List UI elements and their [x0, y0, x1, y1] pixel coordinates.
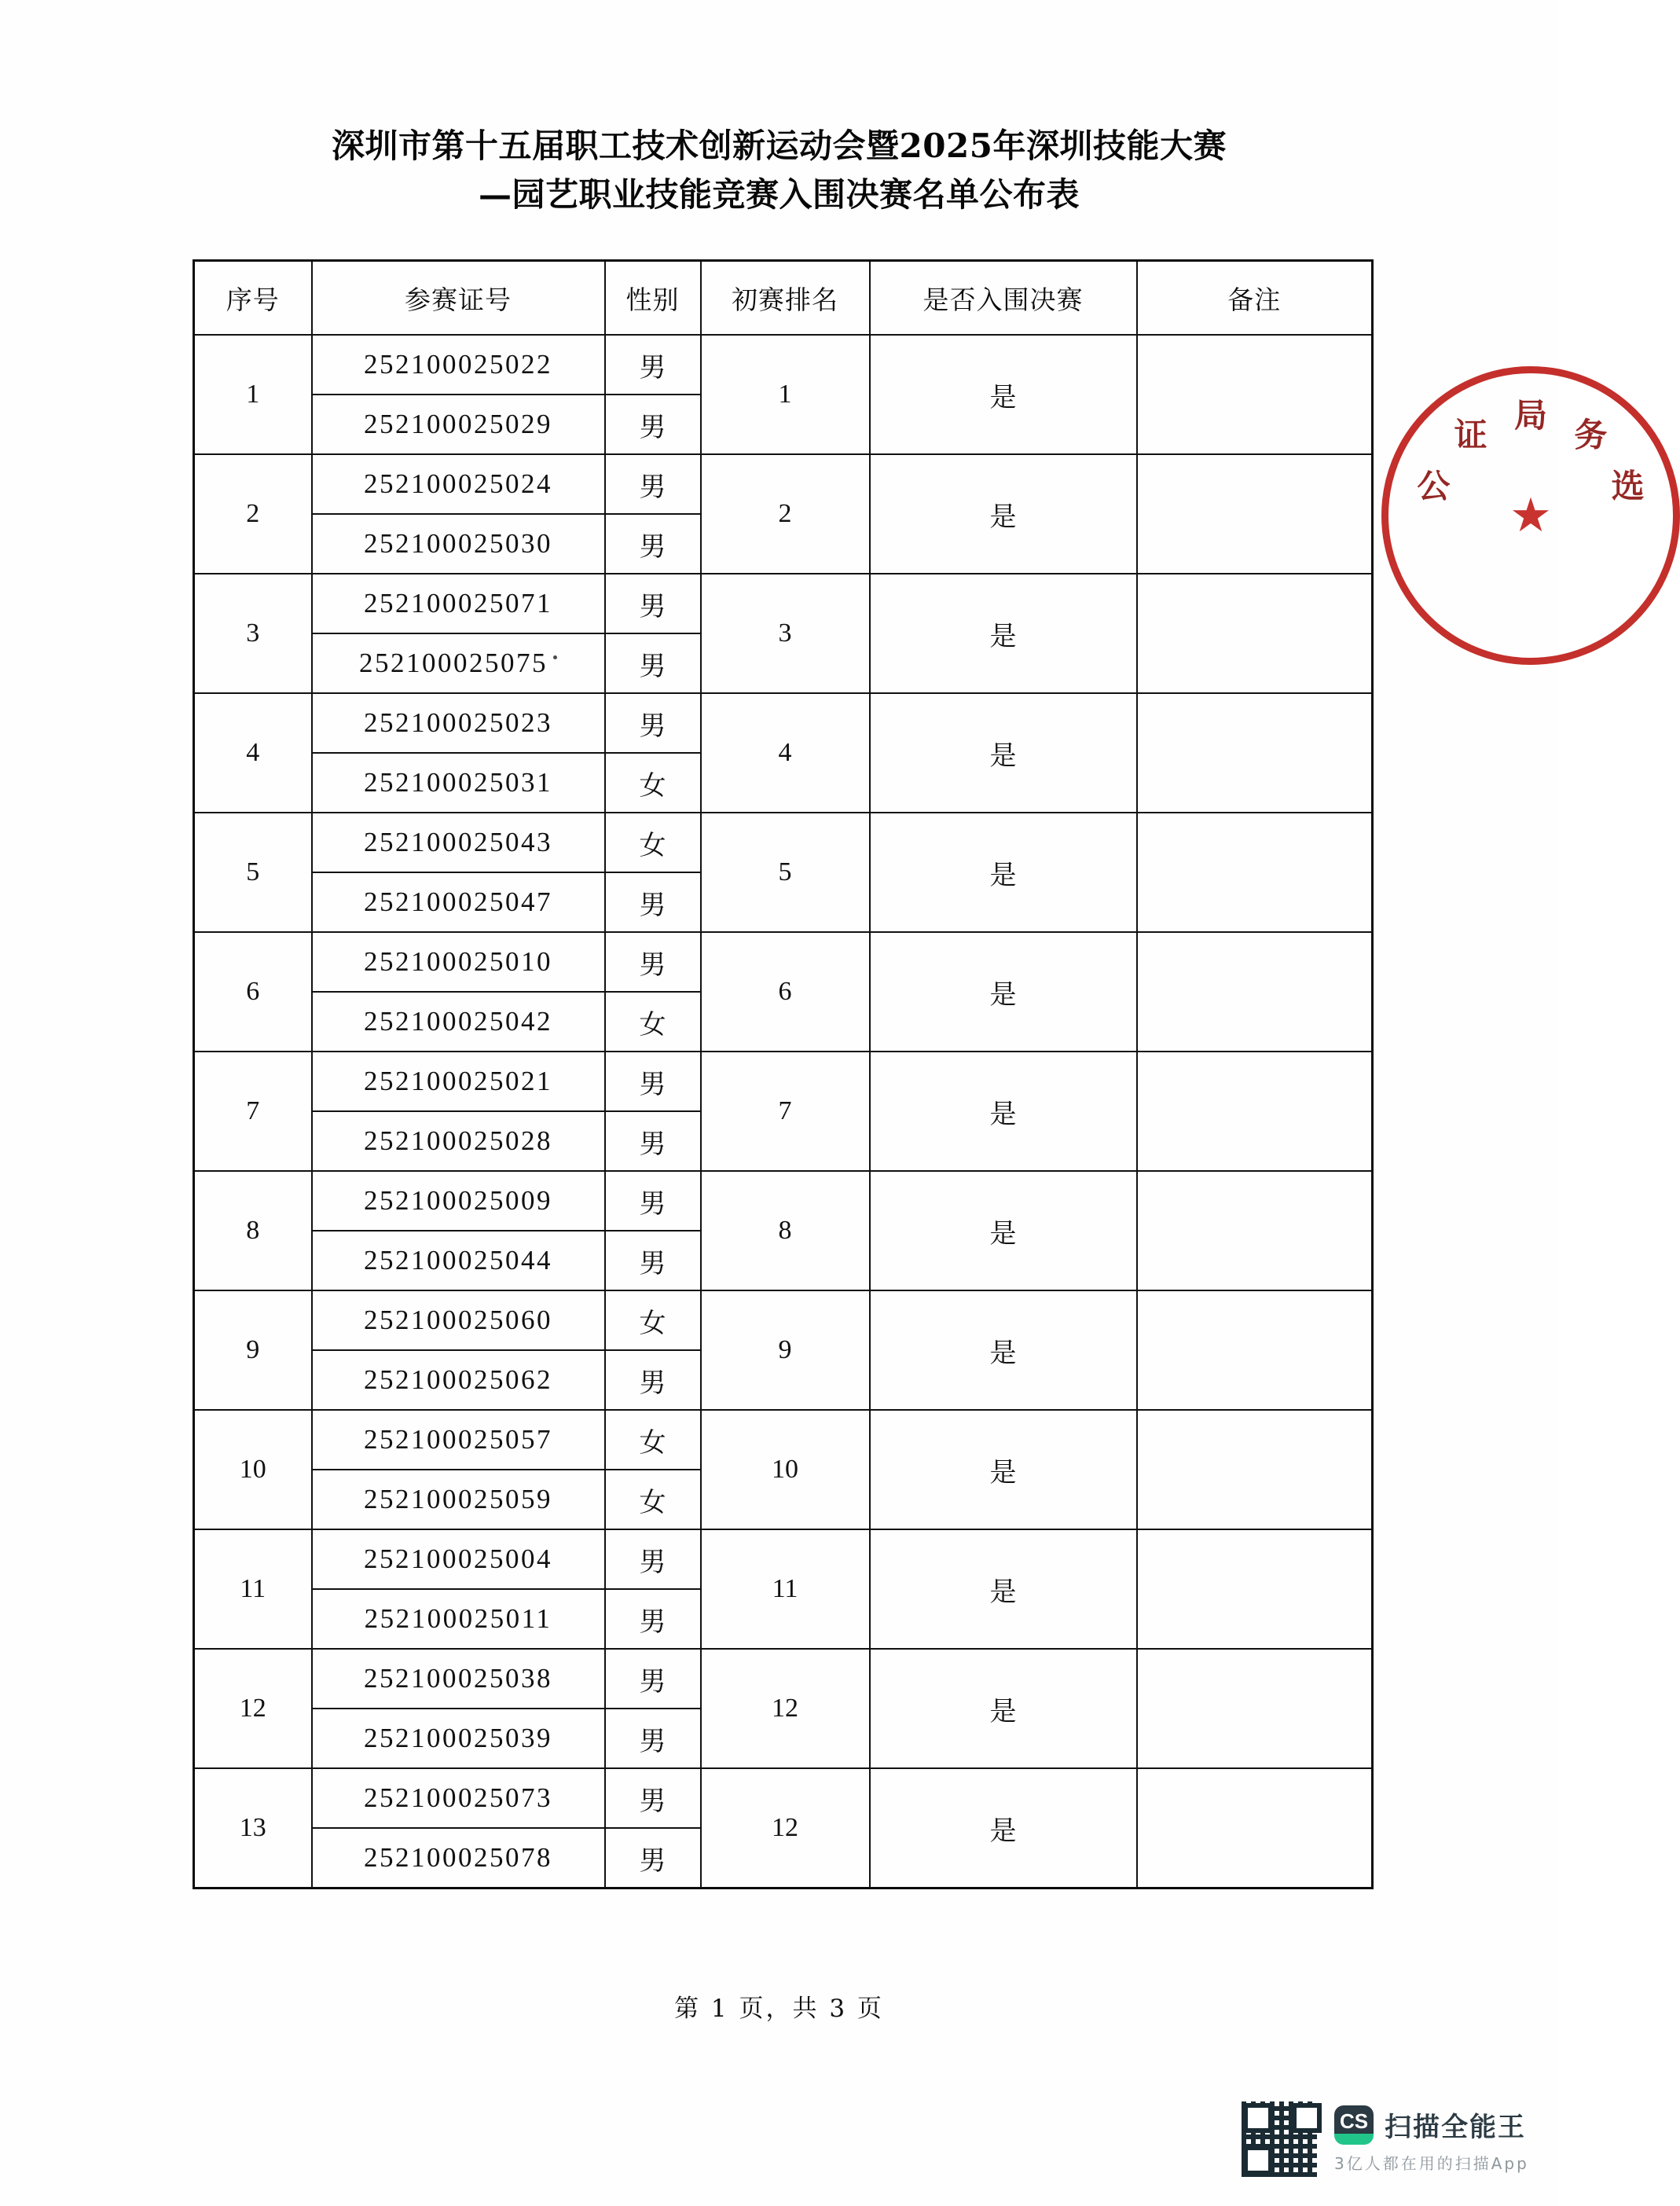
camscanner-tagline: 3亿人都在用的扫描App	[1334, 2153, 1529, 2173]
cell-rank: 10	[701, 1410, 870, 1529]
cell-seq: 6	[194, 932, 312, 1052]
cell-sex: 男	[605, 1231, 701, 1290]
table-row	[194, 813, 1373, 872]
cell-sex: 男	[605, 1768, 701, 1828]
cell-cert: 252100025009	[312, 1171, 605, 1231]
header-sex: 性别	[605, 261, 701, 336]
cell-seq: 13	[194, 1768, 312, 1888]
cell-cert: 252100025043	[312, 813, 605, 872]
cell-cert: 252100025075	[312, 633, 605, 693]
cell-remark	[1137, 813, 1373, 932]
cell-remark	[1137, 1290, 1373, 1410]
cell-remark	[1137, 1529, 1373, 1649]
cell-seq: 9	[194, 1290, 312, 1410]
page-footer: 第 1 页，共 3 页	[674, 1995, 884, 2023]
cell-cert: 252100025031	[312, 753, 605, 813]
header-final: 是否入围决赛	[870, 261, 1137, 336]
cell-rank: 2	[701, 454, 870, 574]
camscanner-text-block	[1334, 2105, 1529, 2174]
cell-sex: 男	[605, 1111, 701, 1171]
cell-cert: 252100025071	[312, 574, 605, 633]
cell-remark	[1137, 1768, 1373, 1888]
cell-seq: 12	[194, 1649, 312, 1768]
cell-cert: 252100025023	[312, 693, 605, 753]
table-row	[194, 574, 1373, 633]
roster-table-container	[193, 259, 1371, 1889]
cell-cert: 252100025021	[312, 1052, 605, 1111]
cell-final: 是	[870, 932, 1137, 1052]
cell-sex: 女	[605, 1470, 701, 1529]
table-row	[194, 1171, 1373, 1231]
cell-rank: 9	[701, 1290, 870, 1410]
table-row	[194, 335, 1373, 395]
cell-seq: 1	[194, 335, 312, 454]
table-row	[194, 1290, 1373, 1350]
table-row	[194, 1649, 1373, 1709]
cell-sex: 男	[605, 335, 701, 395]
table-row	[194, 1052, 1373, 1111]
cell-final: 是	[870, 1171, 1137, 1290]
cell-sex: 男	[605, 1529, 701, 1589]
cell-sex: 男	[605, 1649, 701, 1709]
cell-remark	[1137, 454, 1373, 574]
cell-rank: 1	[701, 335, 870, 454]
cell-cert: 252100025028	[312, 1111, 605, 1171]
header-remark: 备注	[1137, 261, 1373, 336]
cell-sex: 男	[605, 574, 701, 633]
cell-sex: 男	[605, 1709, 701, 1768]
cell-final: 是	[870, 335, 1137, 454]
cell-remark	[1137, 335, 1373, 454]
cell-sex: 女	[605, 1410, 701, 1470]
cell-cert: 252100025039	[312, 1709, 605, 1768]
cell-remark	[1137, 1410, 1373, 1529]
cell-final: 是	[870, 454, 1137, 574]
cell-cert: 252100025022	[312, 335, 605, 395]
cell-cert: 252100025010	[312, 932, 605, 992]
cell-remark	[1137, 1649, 1373, 1768]
cell-sex: 男	[605, 633, 701, 693]
cell-remark	[1137, 693, 1373, 813]
cell-cert: 252100025047	[312, 872, 605, 932]
header-cert: 参赛证号	[312, 261, 605, 336]
cell-seq: 5	[194, 813, 312, 932]
cell-final: 是	[870, 1529, 1137, 1649]
camscanner-brand-row	[1334, 2105, 1529, 2145]
cell-rank: 6	[701, 932, 870, 1052]
camscanner-watermark	[1240, 2100, 1529, 2178]
cell-remark	[1137, 1171, 1373, 1290]
table-row	[194, 1410, 1373, 1470]
cell-final: 是	[870, 574, 1137, 693]
cell-rank: 8	[701, 1171, 870, 1290]
cell-cert: 252100025038	[312, 1649, 605, 1709]
cell-sex: 女	[605, 992, 701, 1052]
cell-seq: 7	[194, 1052, 312, 1171]
cell-cert: 252100025044	[312, 1231, 605, 1290]
header-rank: 初赛排名	[701, 261, 870, 336]
cell-sex: 男	[605, 1350, 701, 1410]
camscanner-logo-icon: CS	[1334, 2105, 1374, 2145]
cell-sex: 女	[605, 753, 701, 813]
cell-final: 是	[870, 1649, 1137, 1768]
cell-remark	[1137, 932, 1373, 1052]
page-title	[0, 122, 1558, 219]
table-row	[194, 693, 1373, 753]
cell-cert: 252100025042	[312, 992, 605, 1052]
official-seal-icon	[1381, 366, 1680, 665]
cell-rank: 3	[701, 574, 870, 693]
camscanner-brand-name: 扫描全能王	[1385, 2112, 1526, 2143]
cell-sex: 女	[605, 1290, 701, 1350]
roster-table	[193, 259, 1374, 1889]
cell-final: 是	[870, 813, 1137, 932]
title-line-2: —园艺职业技能竞赛入围决赛名单公布表	[478, 175, 1080, 214]
seal-char: 选	[1611, 466, 1645, 505]
cell-seq: 4	[194, 693, 312, 813]
cell-sex: 男	[605, 1589, 701, 1649]
cell-cert: 252100025011	[312, 1589, 605, 1649]
cell-cert: 252100025029	[312, 395, 605, 454]
cell-seq: 3	[194, 574, 312, 693]
cell-seq: 2	[194, 454, 312, 574]
header-seq: 序号	[194, 261, 312, 336]
cell-final: 是	[870, 1052, 1137, 1171]
cell-sex: 男	[605, 872, 701, 932]
cell-sex: 男	[605, 1828, 701, 1888]
cell-final: 是	[870, 1410, 1137, 1529]
table-body	[194, 335, 1373, 1888]
seal-char: 公	[1417, 466, 1451, 505]
cell-rank: 12	[701, 1649, 870, 1768]
cell-rank: 12	[701, 1768, 870, 1888]
qr-code-icon	[1240, 2100, 1319, 2178]
table-row	[194, 1768, 1373, 1828]
table-header	[194, 261, 1373, 336]
table-row	[194, 454, 1373, 514]
cell-rank: 7	[701, 1052, 870, 1171]
cell-rank: 4	[701, 693, 870, 813]
cell-final: 是	[870, 693, 1137, 813]
seal-char: 局	[1513, 396, 1548, 435]
cell-seq: 8	[194, 1171, 312, 1290]
cell-rank: 5	[701, 813, 870, 932]
header-row	[194, 261, 1373, 336]
cell-cert: 252100025004	[312, 1529, 605, 1589]
cell-cert: 252100025024	[312, 454, 605, 514]
cell-rank: 11	[701, 1529, 870, 1649]
cell-sex: 男	[605, 1052, 701, 1111]
cell-cert: 252100025062	[312, 1350, 605, 1410]
cell-seq: 11	[194, 1529, 312, 1649]
cell-seq: 10	[194, 1410, 312, 1529]
table-row	[194, 1529, 1373, 1589]
title-line-1: 深圳市第十五届职工技术创新运动会暨2025年深圳技能大赛	[332, 127, 1227, 165]
cell-sex: 男	[605, 454, 701, 514]
seal-char: 务	[1574, 415, 1608, 454]
cell-sex: 男	[605, 693, 701, 753]
cell-cert: 252100025078	[312, 1828, 605, 1888]
cell-sex: 男	[605, 514, 701, 574]
cell-sex: 男	[605, 1171, 701, 1231]
cell-cert: 252100025030	[312, 514, 605, 574]
cell-sex: 男	[605, 395, 701, 454]
cell-remark	[1137, 1052, 1373, 1171]
cell-final: 是	[870, 1290, 1137, 1410]
cell-sex: 男	[605, 932, 701, 992]
scan-artifact-dot	[553, 655, 557, 659]
cell-sex: 女	[605, 813, 701, 872]
cell-cert: 252100025059	[312, 1470, 605, 1529]
cell-final: 是	[870, 1768, 1137, 1888]
seal-char: 证	[1454, 415, 1487, 454]
cell-cert: 252100025057	[312, 1410, 605, 1470]
cell-remark	[1137, 574, 1373, 693]
cell-cert: 252100025073	[312, 1768, 605, 1828]
cell-cert: 252100025060	[312, 1290, 605, 1350]
table-row	[194, 932, 1373, 992]
